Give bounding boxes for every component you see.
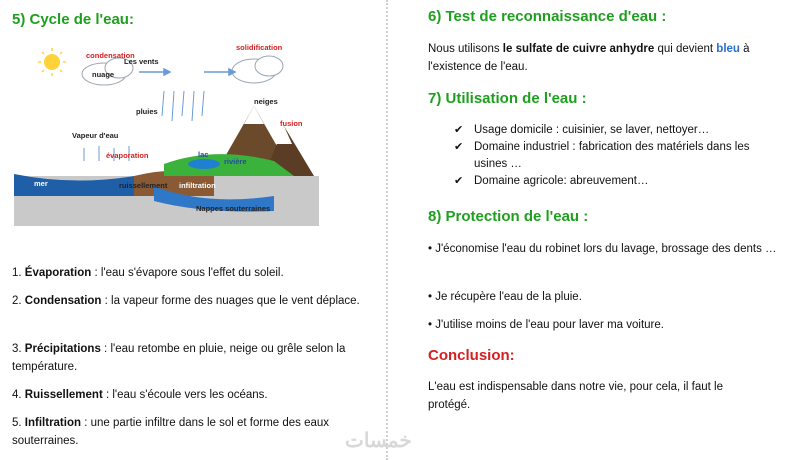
- label-riviere: rivière: [224, 157, 247, 166]
- checkmark-icon: ✔: [454, 141, 464, 153]
- label-solidification: solidification: [236, 43, 283, 52]
- left-column: [0, 0, 380, 460]
- usage-list: [454, 122, 774, 190]
- protection-item-1: • J'économise l'eau du robinet lors du lavage, brossage des dents …: [428, 243, 777, 255]
- label-condensation: condensation: [86, 51, 135, 60]
- protection-item-2: • Je récupère l'eau de la pluie.: [428, 291, 582, 303]
- label-les-vents: Les vents: [124, 57, 159, 66]
- label-evaporation: évaporation: [106, 151, 149, 160]
- water-cycle-diagram: [14, 36, 319, 226]
- column-divider: [386, 0, 388, 460]
- checkmark-icon: ✔: [454, 124, 464, 136]
- section-5-title: 5) Cycle de l'eau:: [12, 11, 134, 28]
- label-neiges: neiges: [254, 97, 278, 106]
- watermark-logo: خمسات: [345, 430, 412, 452]
- label-pluies: pluies: [136, 107, 158, 116]
- rain-arrows: [162, 91, 204, 121]
- checkmark-icon: ✔: [454, 175, 464, 187]
- cycle-item-3: 3. Précipitations : l'eau retombe en pluie, neige ou grêle selon la température.: [12, 343, 346, 373]
- label-ruissellement: ruissellement: [119, 181, 168, 190]
- section-6-text: Nous utilisons le sulfate de cuivre anhydre qui devient bleu à l'existence de l'eau.: [428, 43, 750, 73]
- list-item: ✔ Domaine industriel : fabrication des matériels dans les usines …: [454, 141, 750, 170]
- label-lac: lac: [198, 150, 209, 159]
- right-column: [392, 0, 792, 460]
- label-fusion: fusion: [280, 119, 303, 128]
- cycle-item-5: 5. Infiltration : une partie infiltre dans le sol et forme des eaux souterraines.: [12, 417, 330, 447]
- conclusion-text: L'eau est indispensable dans notre vie, pour cela, il faut le protégé.: [428, 381, 723, 411]
- label-mer: mer: [34, 179, 48, 188]
- label-infiltration: infiltration: [179, 181, 216, 190]
- protection-item-3: • J'utilise moins de l'eau pour laver ma voiture.: [428, 319, 664, 331]
- section-8-title: 8) Protection de l'eau :: [428, 208, 589, 225]
- cycle-item-2: 2. Condensation : la vapeur forme des nuages que le vent déplace.: [12, 295, 360, 307]
- list-item: ✔ Domaine agricole: abreuvement…: [454, 173, 774, 190]
- list-item: ✔ Usage domicile : cuisinier, se laver, nettoyer…: [454, 122, 774, 139]
- cycle-item-4: 4. Ruissellement : l'eau s'écoule vers les océans.: [12, 389, 268, 401]
- conclusion-title: Conclusion:: [428, 347, 515, 364]
- cycle-item-1: 1. Évaporation : l'eau s'évapore sous l'effet du soleil.: [12, 267, 284, 279]
- label-nuage: nuage: [92, 70, 115, 79]
- sun-icon: [38, 48, 66, 76]
- label-nappes: Nappes souterraines: [196, 204, 271, 213]
- label-vapeur: Vapeur d'eau: [72, 131, 119, 140]
- section-6-title: 6) Test de reconnaissance d'eau :: [428, 8, 667, 25]
- section-7-title: 7) Utilisation de l'eau :: [428, 90, 587, 107]
